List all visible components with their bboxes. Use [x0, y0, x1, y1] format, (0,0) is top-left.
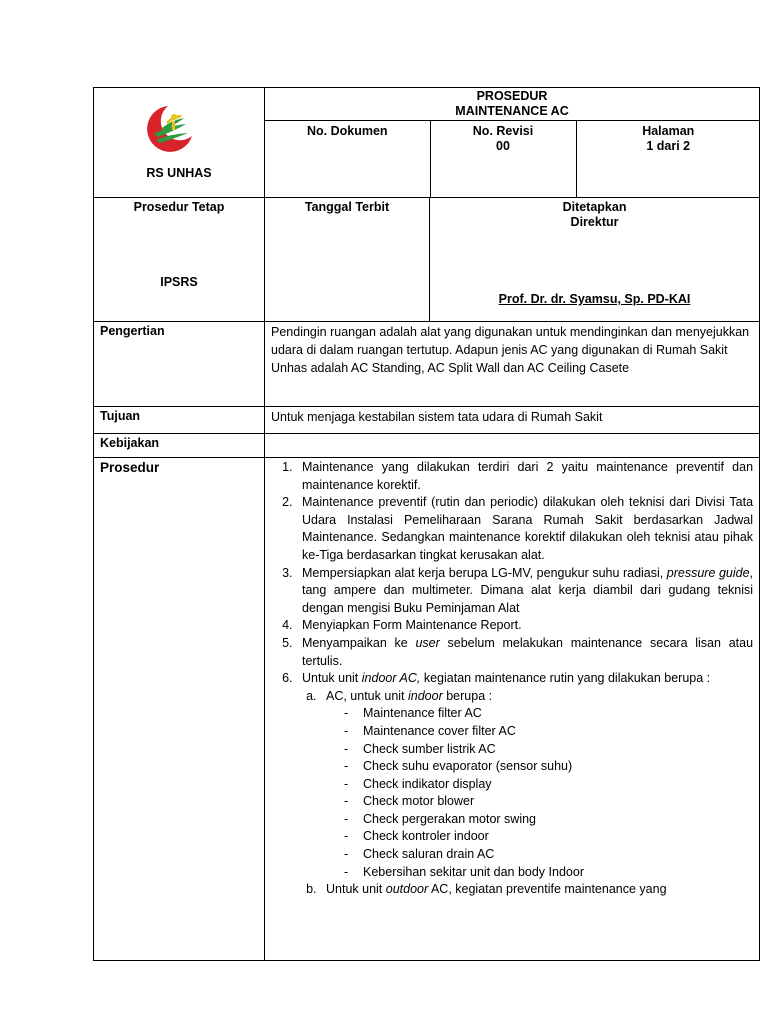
- tanggal-terbit-label: Tanggal Terbit: [304, 200, 390, 214]
- no-revisi-cell: [430, 121, 576, 197]
- ditetapkan-label: Ditetapkan: [562, 200, 627, 214]
- ditetapkan-cell: [430, 198, 760, 322]
- indoor-checklist-item: - Maintenance filter AC: [344, 705, 753, 723]
- indoor-checklist-item: - Check indikator display: [344, 776, 753, 794]
- doc-meta-table: [265, 121, 760, 197]
- kebijakan-label: Kebijakan: [94, 434, 265, 458]
- title-block: [265, 88, 760, 198]
- tujuan-label: Tujuan: [94, 407, 265, 434]
- step-6-sublist: [302, 688, 753, 899]
- indoor-checklist-item: - Check suhu evaporator (sensor suhu): [344, 758, 753, 776]
- sop-table: [93, 87, 760, 961]
- kebijakan-text: [265, 434, 760, 458]
- indoor-checklist-item: - Check pergerakan motor swing: [344, 811, 753, 829]
- document-title-line2: MAINTENANCE AC: [455, 104, 569, 118]
- pengertian-label: Pengertian: [94, 322, 265, 407]
- no-revisi-label: No. Revisi: [472, 124, 534, 138]
- step-4: 4. Menyiapkan Form Maintenance Report.: [296, 617, 753, 635]
- logo-cell: [94, 88, 265, 198]
- step-3-em: pressure guide: [666, 565, 750, 580]
- indoor-checklist: [326, 705, 753, 881]
- indoor-checklist-item: - Check saluran drain AC: [344, 846, 753, 864]
- org-name: RS UNHAS: [146, 166, 212, 180]
- indoor-checklist-item: - Check sumber listrik AC: [344, 741, 753, 759]
- document-title-line1: PROSEDUR: [476, 89, 548, 103]
- step-6: 6. Untuk unit indoor AC, kegiatan maintenance rutin yang dilakukan berupa : a. AC, untuk unit indoor berupa : - Maintenance filter AC - Maintenance cover filter AC - Check sumber listrik AC - Check suhu evaporator (sensor suhu) - Check indikator display - Check motor blower - Check pergerakan motor swing - Check kontroler indoor - Check saluran drain AC - Kebersihan sekitar unit dan body Indoor b. Untuk unit outdoor AC, kegiatan preventife maintenance yang: [296, 670, 753, 899]
- prosedur-steps: [271, 459, 753, 899]
- step-6-em: indoor AC,: [361, 671, 421, 686]
- indoor-checklist-item: - Kebersihan sekitar unit dan body Indoor: [344, 864, 753, 882]
- indoor-checklist-item: - Maintenance cover filter AC: [344, 723, 753, 741]
- prosedur-label: Prosedur: [94, 458, 265, 961]
- prosedur-cell: [265, 458, 760, 961]
- tanggal-terbit-cell: [265, 198, 430, 322]
- sub-item-a: a. AC, untuk unit indoor berupa : - Maintenance filter AC - Maintenance cover filter AC - Check sumber listrik AC - Check suhu evaporator (sensor suhu) - Check indikator display - Check motor blower - Check pergerakan motor swing - Check kontroler indoor - Check saluran drain AC - Kebersihan sekitar unit dan body Indoor: [320, 688, 753, 882]
- no-revisi-value: 00: [496, 139, 510, 153]
- sub-item-b: b. Untuk unit outdoor AC, kegiatan preventife maintenance yang: [320, 881, 753, 899]
- step-5: 5. Menyampaikan ke user sebelum melakukan maintenance secara lisan atau tertulis.: [296, 635, 753, 670]
- step-1: 1. Maintenance yang dilakukan terdiri dari 2 yaitu maintenance preventif dan maintenance korektif.: [296, 459, 753, 494]
- step-3: 3. Mempersiapkan alat kerja berupa LG-MV, pengukur suhu radiasi, pressure guide, tang ampere dan multimeter. Dimana alat kerja diambil dari gudang teknisi dengan mengisi Buku Peminjaman Alat: [296, 565, 753, 618]
- sop-document: [93, 87, 759, 961]
- direktur-label: Direktur: [570, 215, 619, 229]
- halaman-cell: [576, 121, 760, 197]
- halaman-label: Halaman: [642, 124, 695, 138]
- hospital-logo-icon: [138, 104, 198, 154]
- document-title: [265, 88, 759, 121]
- signatory-name: Prof. Dr. dr. Syamsu, Sp. PD-KAI: [498, 292, 691, 306]
- indoor-checklist-item: - Check motor blower: [344, 793, 753, 811]
- indoor-checklist-item: - Check kontroler indoor: [344, 828, 753, 846]
- step-5-em: user: [415, 635, 440, 650]
- pengertian-text: Pendingin ruangan adalah alat yang digunakan untuk mendinginkan dan menyejukkan udara di dalam ruangan tertutup. Adapun jenis AC yang digunakan di Rumah Sakit Unhas adalah AC Standing, AC Split Wall dan AC Ceiling Casete: [265, 322, 760, 407]
- no-dokumen-label: No. Dokumen: [306, 124, 388, 138]
- unit-name: IPSRS: [160, 275, 198, 289]
- no-dokumen-cell: [265, 121, 430, 197]
- prosedur-tetap-label: Prosedur Tetap: [133, 200, 225, 214]
- step-2: 2. Maintenance preventif (rutin dan periodic) dilakukan oleh teknisi dari Divisi Tata Udara Instalasi Pemeliharaan Sarana Rumah Sakit berdasarkan Jadwal Maintenance. Sedangkan maintenance korektif dilakukan oleh teknisi atau pihak ke-Tiga berdasarkan tingkat kerusakan alat.: [296, 494, 753, 564]
- tujuan-text: Untuk menjaga kestabilan sistem tata udara di Rumah Sakit: [265, 407, 760, 434]
- halaman-value: 1 dari 2: [646, 139, 691, 153]
- prosedur-tetap-cell: [94, 198, 265, 322]
